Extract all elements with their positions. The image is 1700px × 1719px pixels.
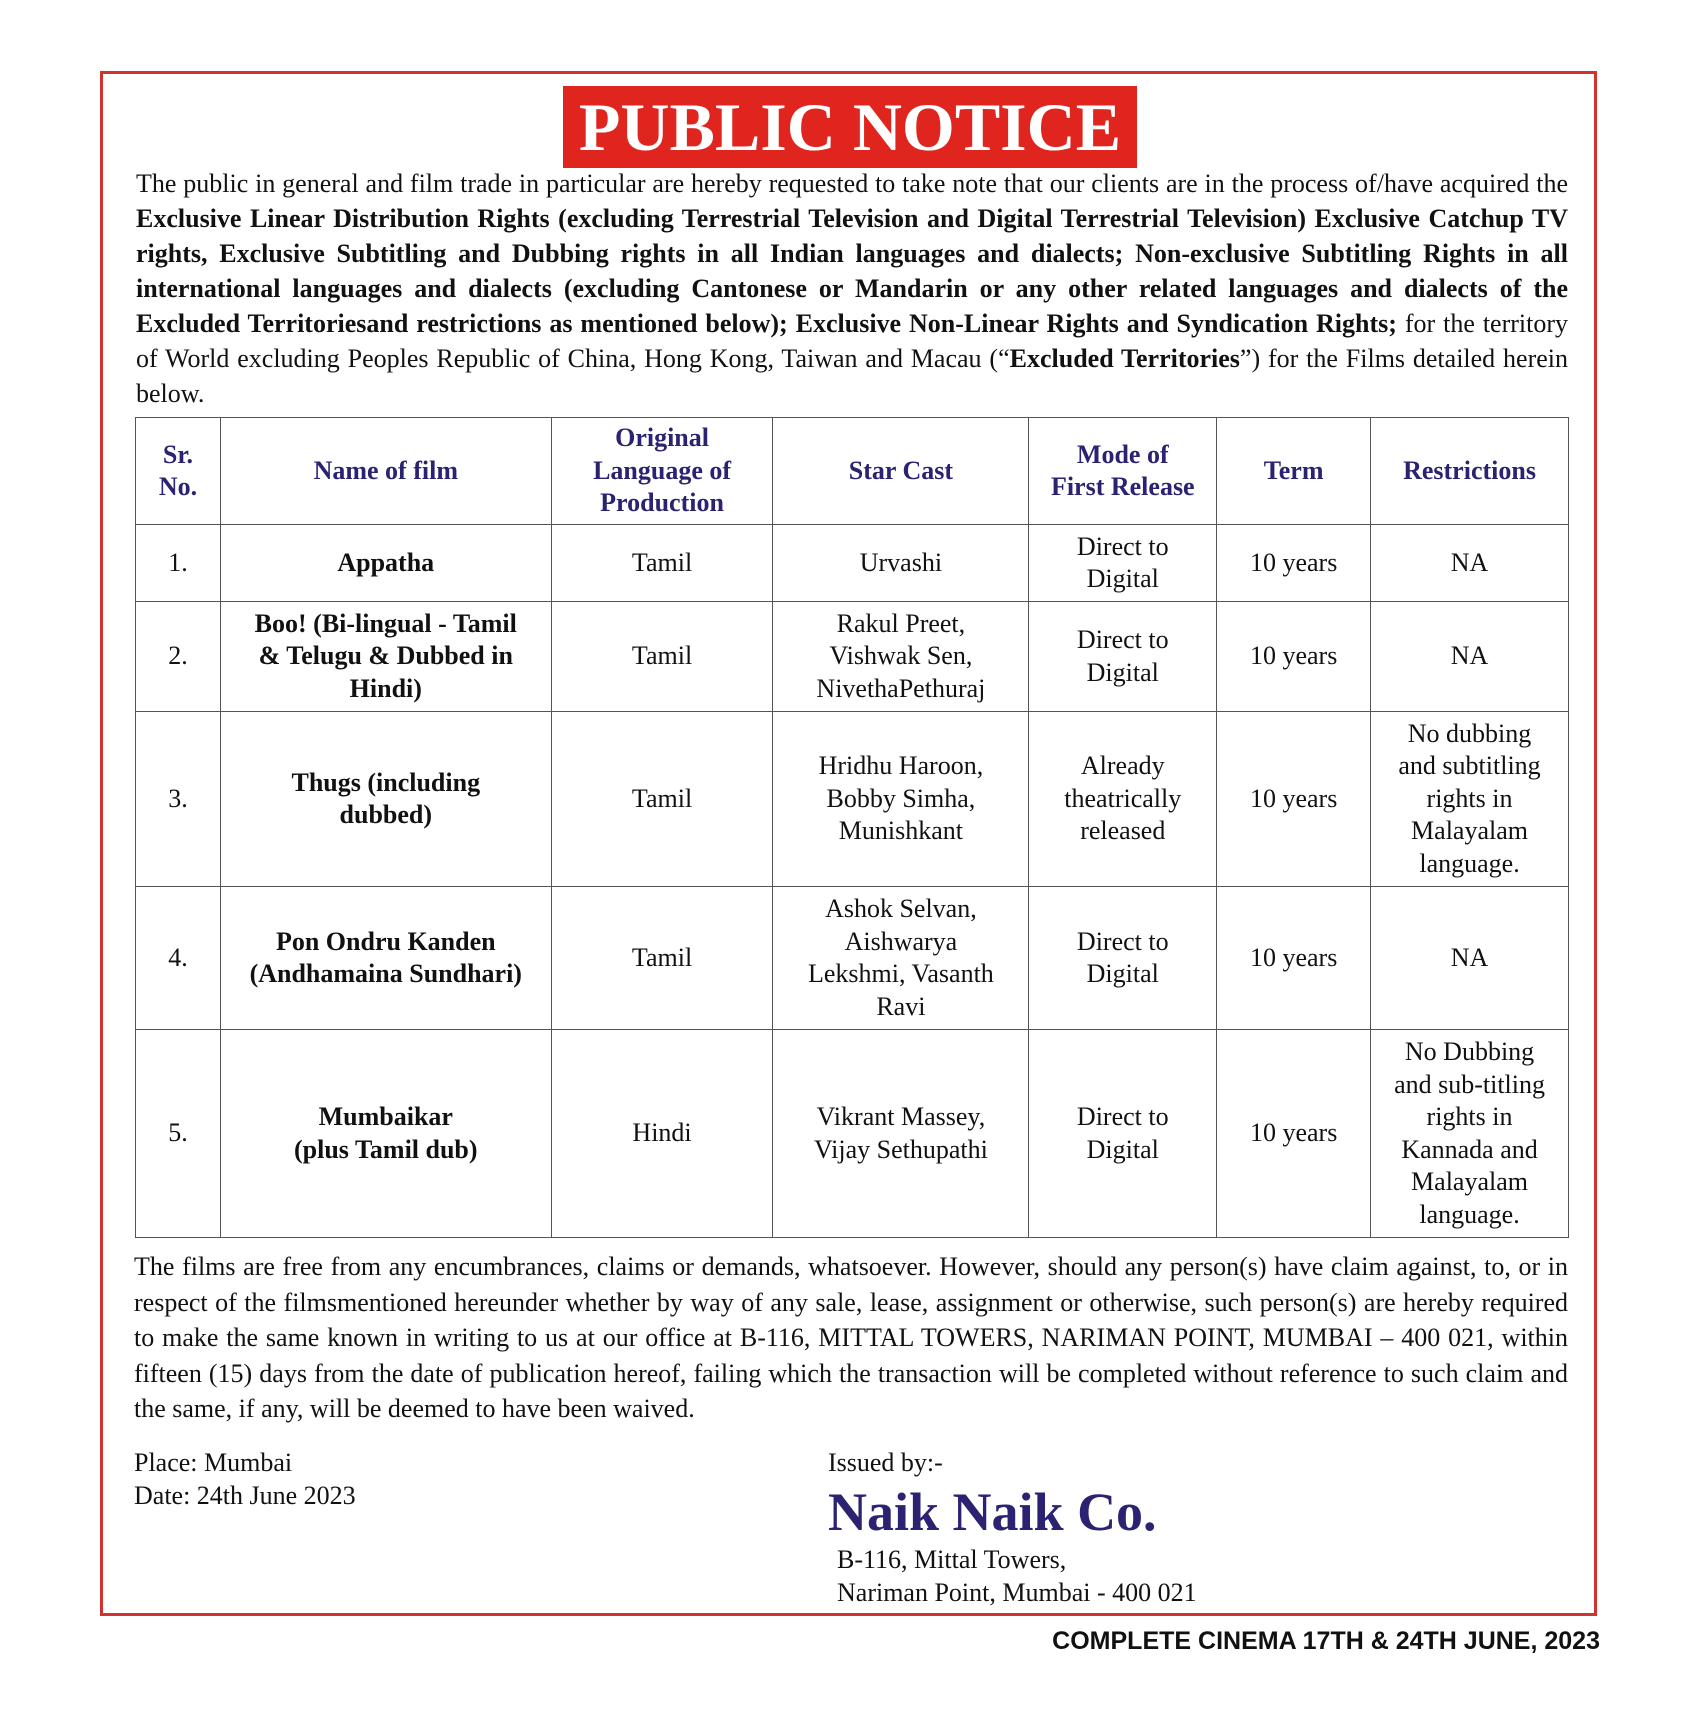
publication-footer: COMPLETE CINEMA 17TH & 24TH JUNE, 2023 [1052,1627,1600,1655]
films-table [135,417,1569,1238]
notice-title: PUBLIC NOTICE [563,86,1137,168]
cell-sr: 4. [136,887,221,1030]
cell-sr: 1. [136,525,221,602]
intro-bold-2: (excluding Cantonese or Mandarin or any other related languages and dialects of the Excluded Territoriesand restrictions as mentioned below); Exclusive Non-Linear Rights and Syndication Rights; [136,274,1569,338]
place-date-block [134,1446,356,1512]
cell-mode: Direct to Digital [1029,602,1217,712]
date-text: Date: 24th June 2023 [134,1481,356,1510]
table-row [136,525,1569,602]
cell-term: 10 years [1217,712,1371,887]
cell-cast: Urvashi [773,525,1029,602]
intro-bold-3: Excluded Territories [1009,344,1240,373]
cell-language: Tamil [551,602,773,712]
table-row [136,712,1569,887]
intro-paragraph [136,166,1568,411]
cell-restrictions: No dubbing and subtitling rights in Malayalam language. [1371,712,1569,887]
cell-mode: Already theatrically released [1029,712,1217,887]
cell-restrictions: NA [1371,525,1569,602]
cell-term: 10 years [1217,1030,1371,1238]
header-term: Term [1217,418,1371,525]
cell-film: Appatha [220,525,551,602]
firm-address-line-2: Nariman Point, Mumbai - 400 021 [837,1578,1197,1607]
header-release-mode: Mode of First Release [1029,418,1217,525]
cell-cast: Ashok Selvan, Aishwarya Lekshmi, Vasanth Ravi [773,887,1029,1030]
table-row [136,602,1569,712]
title-container [0,86,1700,168]
issuer-block [828,1446,1197,1609]
cell-language: Tamil [551,712,773,887]
cell-sr: 2. [136,602,221,712]
table-header-row [136,418,1569,525]
cell-language: Hindi [551,1030,773,1238]
cell-film: Mumbaikar (plus Tamil dub) [220,1030,551,1238]
cell-term: 10 years [1217,887,1371,1030]
header-restrictions: Restrictions [1371,418,1569,525]
cell-language: Tamil [551,887,773,1030]
place-text: Place: Mumbai [134,1448,293,1477]
intro-text-4: ”) for the Films detailed herein below. [136,344,1569,408]
cell-film: Thugs (including dubbed) [220,712,551,887]
table-row [136,1030,1569,1238]
cell-term: 10 years [1217,602,1371,712]
cell-film: Boo! (Bi-lingual - Tamil & Telugu & Dubbed in Hindi) [220,602,551,712]
cell-language: Tamil [551,525,773,602]
cell-mode: Direct to Digital [1029,887,1217,1030]
cell-mode: Direct to Digital [1029,525,1217,602]
cell-sr: 5. [136,1030,221,1238]
cell-restrictions: NA [1371,887,1569,1030]
issued-by-label: Issued by:- [828,1448,943,1477]
intro-text-1: The public in general and film trade in particular are hereby requested to take note that our clients are in the process of/have acquired the [136,169,1568,198]
table-row [136,887,1569,1030]
cell-term: 10 years [1217,525,1371,602]
closing-paragraph: The films are free from any encumbrances, claims or demands, whatsoever. However, should any person(s) have claim against, to, or in respect of the filmsmentioned hereunder whether by way of any sale, lease, assignment or otherwise, such person(s) are hereby required to make the same known in writing to us at our office at B-116, MITTAL TOWERS, NARIMAN POINT, MUMBAI – 400 021, within fifteen (15) days from the date of publication hereof, failing which the transaction will be completed without reference to such claim and the same, if any, will be deemed to have been waived. [134,1252,1568,1423]
header-star-cast: Star Cast [773,418,1029,525]
cell-mode: Direct to Digital [1029,1030,1217,1238]
cell-restrictions: No Dubbing and sub-titling rights in Kannada and Malayalam language. [1371,1030,1569,1238]
header-sr-no: Sr. No. [136,418,221,525]
firm-address-line-1: B-116, Mittal Towers, [837,1545,1067,1574]
cell-film: Pon Ondru Kanden (Andhamaina Sundhari) [220,887,551,1030]
cell-cast: Rakul Preet, Vishwak Sen, NivethaPethuraj [773,602,1029,712]
firm-name: Naik Naik Co. [828,1482,1157,1542]
cell-restrictions: NA [1371,602,1569,712]
cell-cast: Vikrant Massey, Vijay Sethupathi [773,1030,1029,1238]
header-language: Original Language of Production [551,418,773,525]
cell-cast: Hridhu Haroon, Bobby Simha, Munishkant [773,712,1029,887]
cell-sr: 3. [136,712,221,887]
header-film-name: Name of film [220,418,551,525]
intro-text-3: for the territory of World excluding Peoples Republic of China, Hong Kong, Taiwan and Macau (“ [136,309,1569,373]
intro-bold-1: Exclusive Linear Distribution Rights (excluding Terrestrial Television and Digital Terrestrial Television) Exclusive Catchup TV rights, Exclusive Subtitling and Dubbing rights in all Indian languages and dialects; Non-exclusive Subtitling Rights in all international languages and dialects [136,204,1568,303]
intro-text-2 [552,274,564,303]
